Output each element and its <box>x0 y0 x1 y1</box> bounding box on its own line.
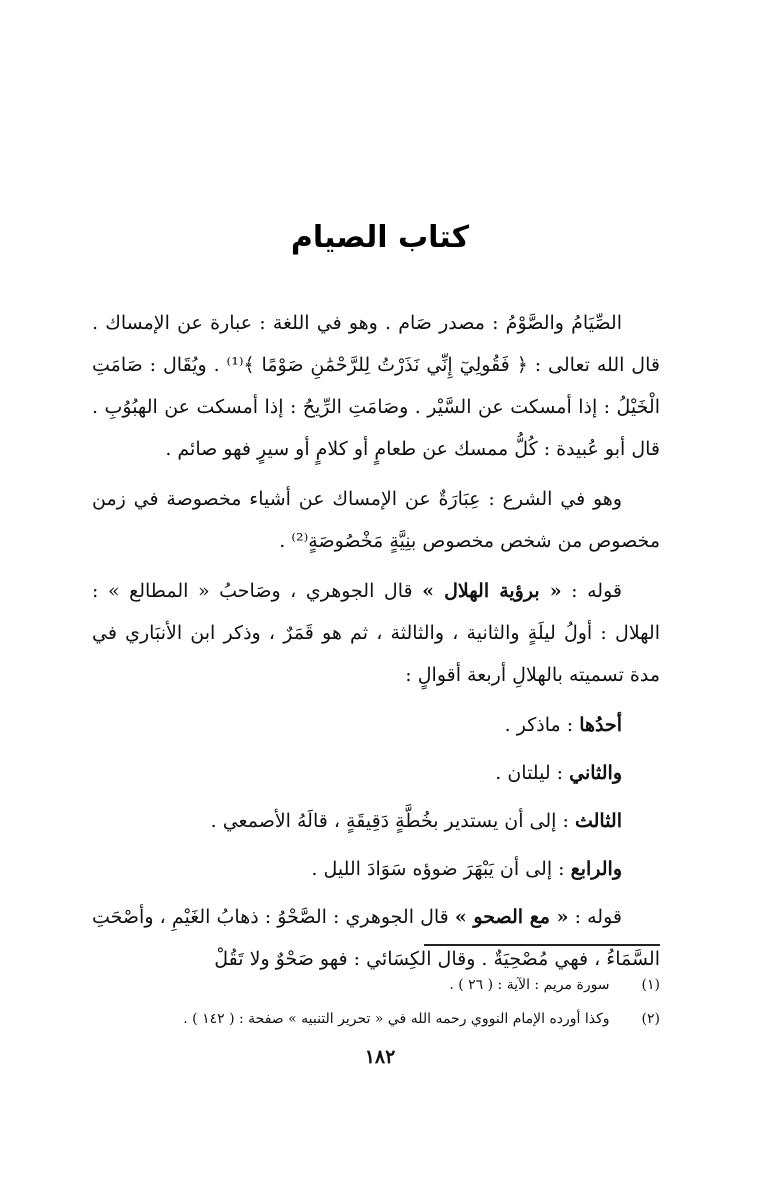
paragraph-3 <box>92 570 660 696</box>
main-text <box>92 302 660 988</box>
page-number: ١٨٢ <box>364 1046 396 1068</box>
paragraph-4-heading: « مع الصحو » <box>454 906 569 928</box>
footnote-text: سورة مريم : الآية : ( ٢٦ ) . <box>449 977 610 993</box>
item-text: : إلى أن يَبْهَرَ ضوؤه سَوَادَ الليل . <box>311 858 565 880</box>
paragraph-3-prefix: قوله : <box>571 580 622 602</box>
paragraph-4-prefix: قوله : <box>574 906 622 928</box>
item-label: أحدُها <box>579 714 622 736</box>
chapter-title: كتاب الصيام <box>290 220 470 255</box>
item-text: : ليلتان . <box>495 762 564 784</box>
paragraph-3-heading: « برؤية الهلال » <box>422 580 562 602</box>
footnote-number: (٢) <box>641 1011 660 1027</box>
footnote <box>92 968 660 1002</box>
paragraph-3-text: قال الجوهري ، وصَاحبُ « المطالع » : الهلال : أولُ ليلَةٍ والثانية ، والثالثة ، ثم هو قَمَرٌ ، وذكر ابن الأنبَاري في مدة تسميته بالهلالِ أربعة أقوالٍ : <box>92 580 660 686</box>
footnote <box>92 1002 660 1036</box>
footnotes <box>92 968 660 1036</box>
item-text: : ماذكر . <box>504 714 574 736</box>
list-item <box>92 848 660 890</box>
footnote-text: وكذا أورده الإمام النووي رحمه الله في « تحرير التنبيه » صفحة : ( ١٤٢ ) . <box>183 1011 610 1027</box>
item-text: : إلى أن يستدير بخُطَّةٍ دَقِيقَةٍ ، قالَهُ الأصمعي . <box>210 810 569 832</box>
paragraph-4-text: قال الجوهري : الصَّحْوُ : ذهابُ الغَيْمِ ، وأصْحَتِ السَّمَاءُ ، فهي مُصْحِيَةٌ . وقال الكِسَائي : فهو صَحْوٌ ولا تَقُلْ <box>92 906 660 970</box>
item-label: والرابع <box>570 858 622 880</box>
item-label: والثاني <box>569 762 622 784</box>
item-label: الثالث <box>574 810 622 832</box>
list-item <box>92 752 660 794</box>
list-item <box>92 800 660 842</box>
paragraph-2: وهو في الشرع : عِبَارَةٌ عن الإمساك عن أشياء مخصوصة في زمن مخصوص من شخص مخصوص بنِيَّةٍ مَخْصُوصَةٍ⁽²⁾ . <box>92 488 660 552</box>
paragraph-1: الصِّيَامُ والصَّوْمُ : مصدر صَام . وهو في اللغة : عبارة عن الإمساك . قال الله تعالى : ﴿ فَقُولِيٓ إِنِّي نَذَرْتُ لِلرَّحْمَٰنِ صَوْمًا ﴾⁽¹⁾ . ويُقَال : صَامَتِ الْخَيْلُ : إذا أمسكت عن السَّيْر . وصَامَتِ الرِّيحُ : إذا أمسكت عن الهبُوُبِ . قال أبو عُبيدة : كُلُّ ممسك عن طعامٍ أو كلامٍ أو سيرٍ فهو صائم . <box>92 312 660 460</box>
footnote-number: (١) <box>641 977 660 993</box>
footnote-divider <box>424 944 660 946</box>
list-item <box>92 704 660 746</box>
